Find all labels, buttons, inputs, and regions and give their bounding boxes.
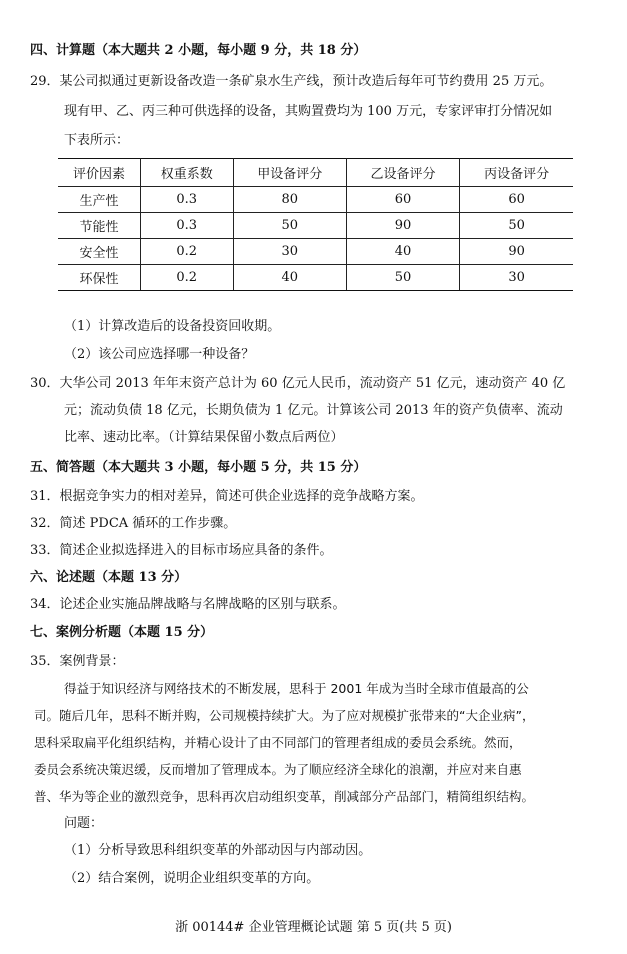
- question-30-line-1: 30．大华公司 2013 年年末资产总计为 60 亿元人民币，流动资产 51 亿元，速动资产 40 亿: [30, 376, 566, 391]
- table-row: [58, 265, 573, 291]
- case-text-line-1: 得益于知识经济与网络技术的不断发展，思科于 2001 年成为当时全球市值最高的公: [64, 681, 529, 696]
- table-row: [58, 213, 573, 239]
- question-29-line-1: 29．某公司拟通过更新设备改造一条矿泉水生产线，预计改造后每年可节约费用 25 万元。: [30, 74, 553, 89]
- table-cell: 50: [460, 213, 573, 239]
- table-cell: 0.3: [140, 213, 233, 239]
- table-header: 乙设备评分: [346, 159, 459, 187]
- section-5-heading: 五、简答题（本大题共 3 小题，每小题 5 分，共 15 分）: [30, 460, 367, 475]
- table-cell: 0.2: [140, 265, 233, 291]
- table-header: 权重系数: [140, 159, 233, 187]
- case-text-line-2: 司。随后几年，思科不断并购，公司规模持续扩大。为了应对规模扩张带来的“大企业病”，: [34, 708, 535, 723]
- section-7-heading: 七、案例分析题（本题 15 分）: [30, 625, 214, 640]
- table-cell: 90: [346, 213, 459, 239]
- table-header-row: [58, 159, 573, 187]
- case-text-line-4: 委员会系统决策迟缓，反而增加了管理成本。为了顺应经济全球化的浪潮，并应对来自惠: [34, 762, 522, 777]
- page-footer: 浙 00144# 企业管理概论试题 第 5 页(共 5 页): [175, 920, 452, 935]
- question-35-label: 35．案例背景：: [30, 654, 125, 669]
- table-cell: 0.2: [140, 239, 233, 265]
- table-header: 丙设备评分: [460, 159, 573, 187]
- table-cell: 90: [460, 239, 573, 265]
- question-29-sub-2: （2）该公司应选择哪一种设备？: [64, 347, 255, 362]
- table-cell: 40: [233, 265, 346, 291]
- section-6-heading: 六、论述题（本题 13 分）: [30, 570, 188, 585]
- case-text-line-3: 思科采取扁平化组织结构，并精心设计了由不同部门的管理者组成的委员会系统。然而，: [34, 735, 522, 750]
- question-32: 32．简述 PDCA 循环的工作步骤。: [30, 516, 237, 531]
- table-cell: 50: [346, 265, 459, 291]
- table-cell: 安全性: [58, 239, 140, 265]
- question-31: 31．根据竞争实力的相对差异，简述可供企业选择的竞争战略方案。: [30, 489, 424, 504]
- table-cell: 80: [233, 187, 346, 213]
- table-cell: 0.3: [140, 187, 233, 213]
- question-30-line-2: 元；流动负债 18 亿元，长期负债为 1 亿元。计算该公司 2013 年的资产负债率、流动: [64, 403, 563, 418]
- question-34: 34．论述企业实施品牌战略与名牌战略的区别与联系。: [30, 597, 346, 612]
- table-cell: 60: [346, 187, 459, 213]
- table-row: [58, 239, 573, 265]
- table-cell: 30: [233, 239, 346, 265]
- question-29-line-3: 下表所示：: [64, 133, 130, 148]
- table-header: 甲设备评分: [233, 159, 346, 187]
- table-cell: 节能性: [58, 213, 140, 239]
- question-29-line-2: 现有甲、乙、丙三种可供选择的设备，其购置费均为 100 万元，专家评审打分情况如: [64, 104, 553, 119]
- question-33: 33．简述企业拟选择进入的目标市场应具备的条件。: [30, 543, 333, 558]
- table-cell: 生产性: [58, 187, 140, 213]
- question-35-sub-1: （1）分析导致思科组织变革的外部动因与内部动因。: [64, 843, 372, 858]
- case-questions-label: 问题：: [64, 816, 104, 831]
- table-cell: 50: [233, 213, 346, 239]
- case-text-line-5: 普、华为等企业的激烈竞争，思科再次启动组织变革，削减部分产品部门，精简组织结构。: [34, 789, 535, 804]
- question-29-sub-1: （1）计算改造后的设备投资回收期。: [64, 319, 281, 334]
- table-cell: 40: [346, 239, 459, 265]
- equipment-score-table: [58, 158, 573, 291]
- question-30-line-3: 比率、速动比率。（计算结果保留小数点后两位）: [64, 430, 344, 445]
- table-cell: 环保性: [58, 265, 140, 291]
- section-4-heading: 四、计算题（本大题共 2 小题，每小题 9 分，共 18 分）: [30, 43, 367, 58]
- table-row: [58, 187, 573, 213]
- table-cell: 60: [460, 187, 573, 213]
- question-35-sub-2: （2）结合案例，说明企业组织变革的方向。: [64, 871, 320, 886]
- table-header: 评价因素: [58, 159, 140, 187]
- table-cell: 30: [460, 265, 573, 291]
